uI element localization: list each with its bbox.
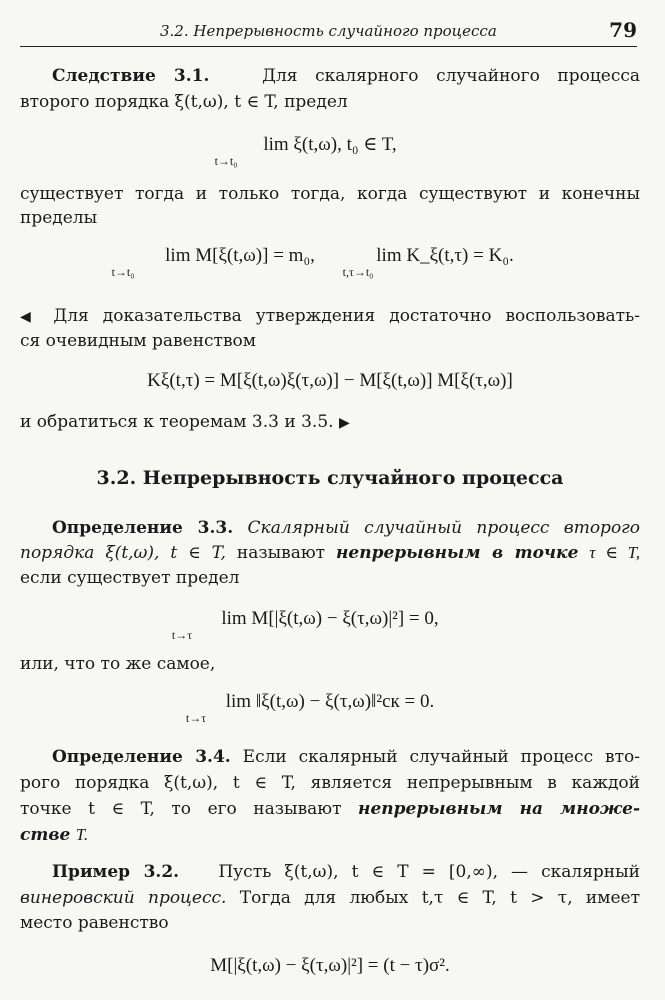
definition33-line-1	[52, 516, 640, 540]
corollary-text-1: Для скалярного случайного процесса	[262, 66, 641, 86]
definition34-line-3	[20, 797, 640, 821]
definition34-text-4a: стве	[20, 825, 71, 845]
section-title: 3.2. Непрерывность случайного процесса	[96, 467, 564, 489]
definition33-formula-2: lim ‖ξ(t,ω) − ξ(τ,ω)‖²ск = 0.	[225, 691, 435, 712]
definition34-line-4	[20, 823, 640, 847]
definition33-formula-1: lim M[|ξ(t,ω) − ξ(τ,ω)|²] = 0,	[221, 608, 439, 629]
proof-line-1	[20, 304, 640, 329]
example32-formula: M[|ξ(t,ω) − ξ(τ,ω)|²] = (t − τ)σ².	[210, 955, 450, 976]
running-head: 3.2. Непрерывность случайного процесса	[160, 22, 497, 40]
example32-text-2b: Тогда для любых t,τ ∈ T, t > τ, имеет	[239, 888, 640, 908]
corollary-label: Следствие 3.1.	[52, 66, 210, 86]
proof-end-marker: ▶	[338, 415, 350, 431]
example32-label: Пример 3.2.	[52, 862, 180, 882]
definition34-text-1: Если скалярный случайный процесс вто-	[242, 747, 640, 767]
page-number: 79	[609, 18, 637, 42]
definition34-line-1	[52, 745, 640, 769]
page-header	[20, 18, 637, 47]
corollary-line-1	[52, 64, 640, 88]
definition33-text-2d: τ ∈ T,	[589, 543, 641, 562]
corollary-formula-2a-subscript: t→t₀	[111, 265, 135, 279]
example32-line-1	[52, 860, 640, 884]
corollary-text-4: пределы	[20, 208, 98, 228]
definition33-formula-1-subscript: t→τ	[171, 628, 193, 642]
corollary-text-3: существует тогда и только тогда, когда существуют и конечны	[20, 184, 640, 204]
definition33-text-2b: называют	[236, 543, 326, 563]
example32-text-1: Пусть ξ(t,ω), t ∈ T = [0,∞), — скалярный	[218, 862, 641, 882]
corollary-formula-2a: lim M[ξ(t,ω)] = m₀,	[165, 245, 315, 266]
proof-formula: Kξ(t,τ) = M[ξ(t,ω)ξ(τ,ω)] − M[ξ(t,ω)] M[ξ(τ,ω)]	[147, 370, 513, 391]
definition33-formula-2-subscript: t→τ	[185, 711, 207, 725]
proof-line-3	[20, 410, 640, 435]
corollary-formula-2b-subscript: t,τ→t₀	[342, 265, 374, 279]
corollary-formula-2b: lim K_ξ(t,τ) = K₀.	[376, 245, 514, 266]
definition33-text-2a: порядка ξ(t,ω), t ∈ T,	[20, 543, 226, 563]
definition33-term: непрерывным в точке	[336, 543, 579, 563]
definition34-text-4b: T.	[75, 825, 89, 844]
definition33-text-4: или, что то же самое,	[20, 654, 216, 674]
example32-line-2	[20, 886, 640, 910]
proof-text-1: Для доказательства утверждения достаточно воспользовать-	[53, 306, 641, 326]
corollary-formula-1: lim ξ(t,ω), t₀ ∈ T,	[263, 134, 397, 155]
corollary-text-2: второго порядка ξ(t,ω), t ∈ T, предел	[20, 92, 348, 112]
definition33-text-3: если существует предел	[20, 568, 240, 588]
definition34-text-2: рого порядка ξ(t,ω), t ∈ T, является непрерывным в каждой	[20, 773, 640, 793]
definition34-text-3a: точке t ∈ T, то его называют	[20, 799, 342, 819]
corollary-formula-1-subscript: t→t₀	[214, 154, 238, 168]
proof-text-3: и обратиться к теоремам 3.3 и 3.5.	[20, 412, 334, 432]
definition34-label: Определение 3.4.	[52, 747, 231, 767]
example32-text-3: место равенство	[20, 913, 169, 933]
proof-text-2: ся очевидным равенством	[20, 331, 256, 351]
proof-start-marker: ◀	[20, 309, 40, 325]
definition34-term: непрерывным на множе-	[358, 799, 641, 819]
definition33-line-2	[20, 541, 640, 565]
definition33-label: Определение 3.3.	[52, 518, 234, 538]
example32-term: винеровский процесс.	[20, 888, 227, 908]
definition33-text-1: Скалярный случайный процесс второго	[247, 518, 641, 538]
